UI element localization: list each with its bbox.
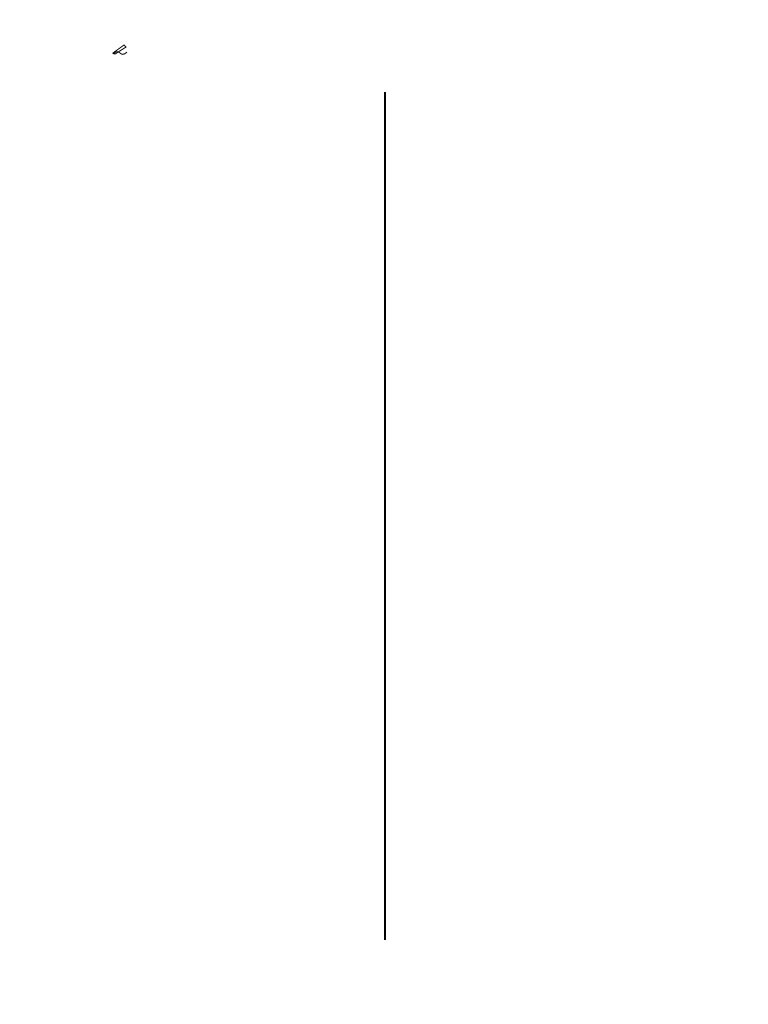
document-header: [112, 42, 128, 58]
pen-writing-icon: [112, 43, 128, 55]
header-title: [112, 42, 128, 58]
column-divider: [384, 92, 386, 940]
